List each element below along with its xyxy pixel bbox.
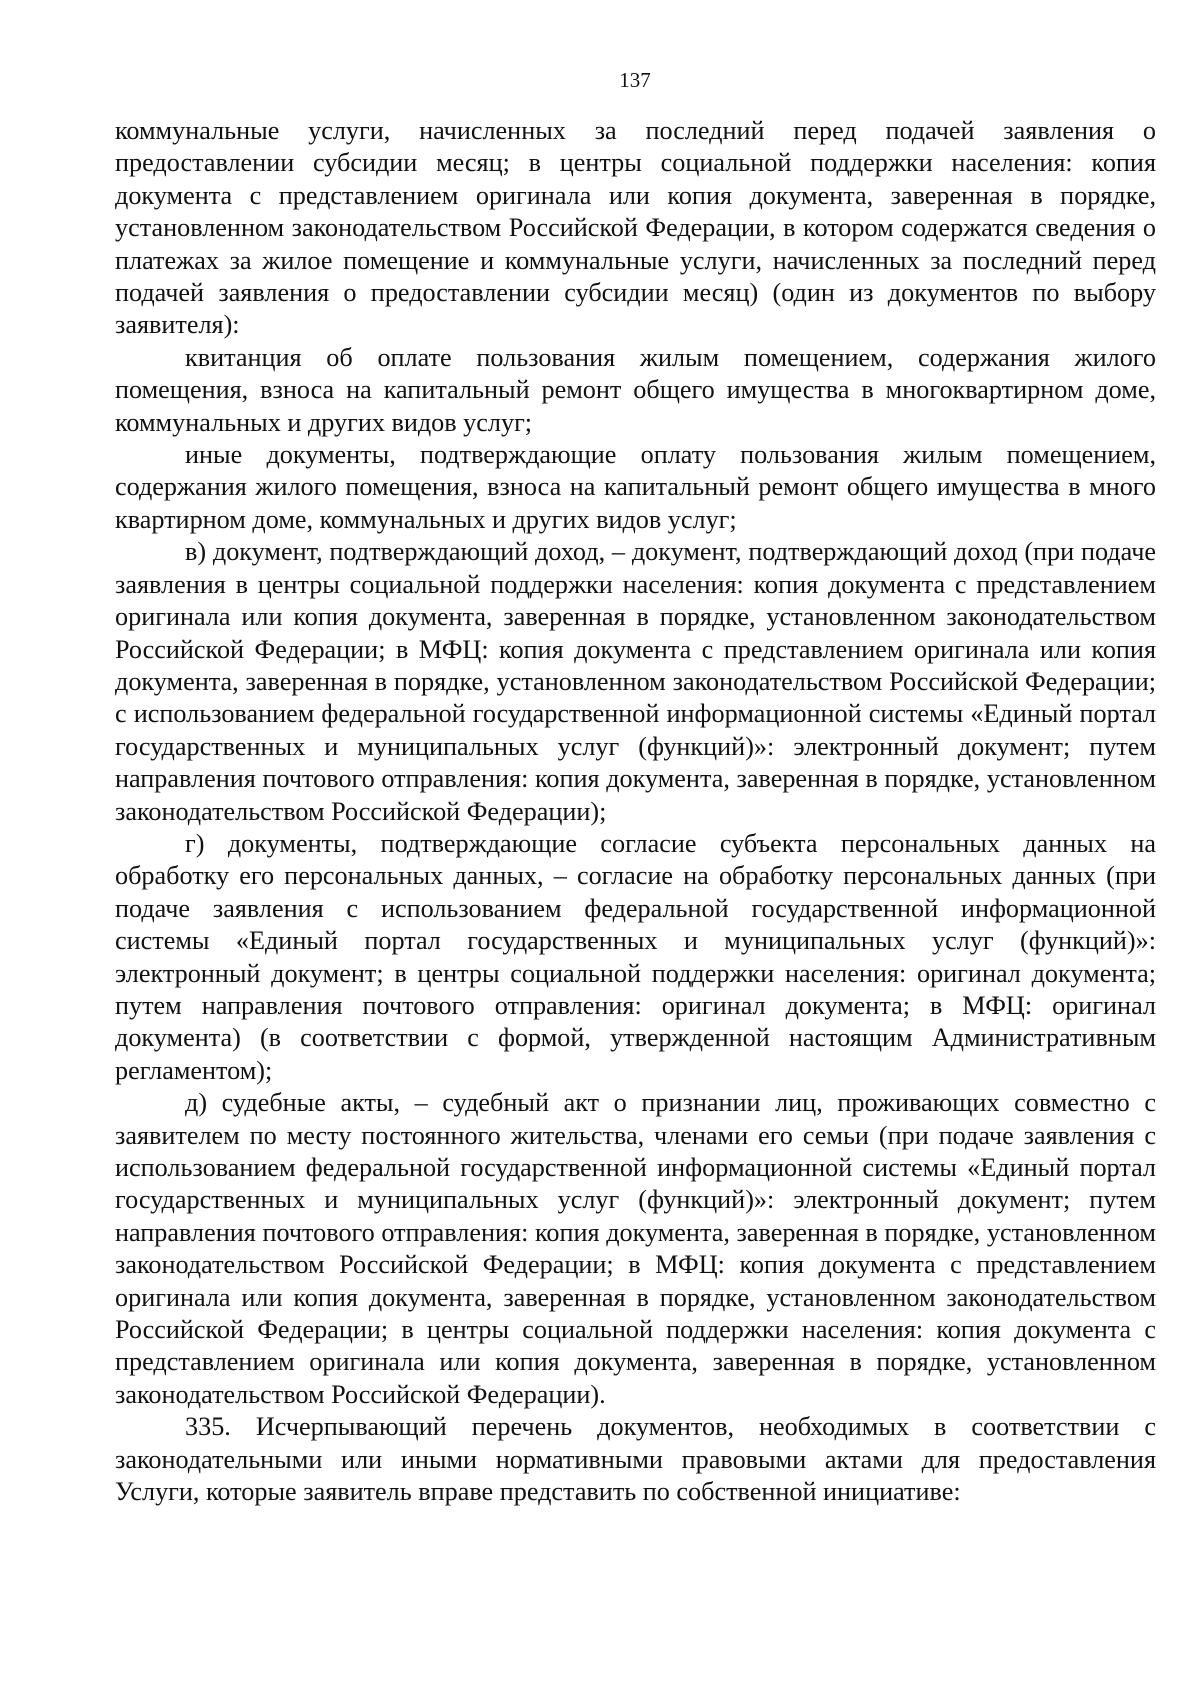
paragraph-item-v-income: в) документ, подтверждающий доход, – документ, подтверждающий доход (при подаче заявления в центры социальной поддержки населения: копия документа с представлением оригинала или копия документа, заверенная в порядке, установленном законодательством Российской Федерации; в МФЦ: копия документа с представлением оригинала или копия документа, заверенная в порядке, установленном законодательством Российской Федерации; с использованием федеральной государственной информационной системы «Единый портал государственных и муниципальных услуг (функций)»: электронный документ; путем направления почтового отправления: копия документа, заверенная в порядке, установленном законодательством Российской Федерации);	[115, 537, 1156, 826]
paragraph-item-d-court-acts: д) судебные акты, – судебный акт о признании лиц, проживающих совместно с заявителем по месту постоянного жительства, членами его семьи (при подаче заявления с использованием федеральной государственной информационной системы «Единый портал государственных и муниципальных услуг (функций)»: электронный документ; путем направления почтового отправления: копия документа, заверенная в порядке, установленном законодательством Российской Федерации; в МФЦ: копия документа с представлением оригинала или копия документа, заверенная в порядке, установленном законодательством Российской Федерации; в центры социальной поддержки населения: копия документа с представлением оригинала или копия документа, заверенная в порядке, установленном законодательством Российской Федерации).	[115, 1088, 1156, 1409]
paragraph-item-g-consent: г) документы, подтверждающие согласие субъекта персональных данных на обработку его персональных данных, – согласие на обработку персональных данных (при подаче заявления с использованием федеральной государственной информационной системы «Единый портал государственных и муниципальных услуг (функций)»: электронный документ; в центры социальной поддержки населения: оригинал документа; путем направления почтового отправления: оригинал документа; в МФЦ: оригинал документа) (в соответствии с формой, утвержденной настоящим Административным регламентом);	[115, 828, 1156, 1085]
paragraph-receipt: квитанция об оплате пользования жилым помещением, содержания жилого помещения, взноса на капитальный ремонт общего имущества в многоквартирном доме, коммунальных и других видов услуг;	[115, 342, 1156, 437]
paragraph-other-documents: иные документы, подтверждающие оплату пользования жилым помещением, содержания жилого помещения, взноса на капитальный ремонт общего имущества в много квартирном доме, коммунальных и других видов услуг;	[115, 440, 1156, 534]
paragraph-continuation: коммунальные услуги, начисленных за последний перед подачей заявления о предоставлении субсидии месяц; в центры социальной поддержки населения: копия документа с представлением оригинала или копия документа, заверенная в порядке, установленном законодательством Российской Федерации, в котором содержатся сведения о платежах за жилое помещение и коммунальные услуги, начисленных за последний перед подачей заявления о предоставлении субсидии месяц) (один из документов по выбору заявителя):	[115, 116, 1156, 340]
document-body	[115, 115, 1156, 1508]
page-number: 137	[619, 68, 651, 92]
paragraph-335: 335. Исчерпывающий перечень документов, необходимых в соответствии с законодательными или иными нормативными правовыми актами для предоставления Услуги, которые заявитель вправе представить по собственной инициативе:	[115, 1412, 1156, 1507]
